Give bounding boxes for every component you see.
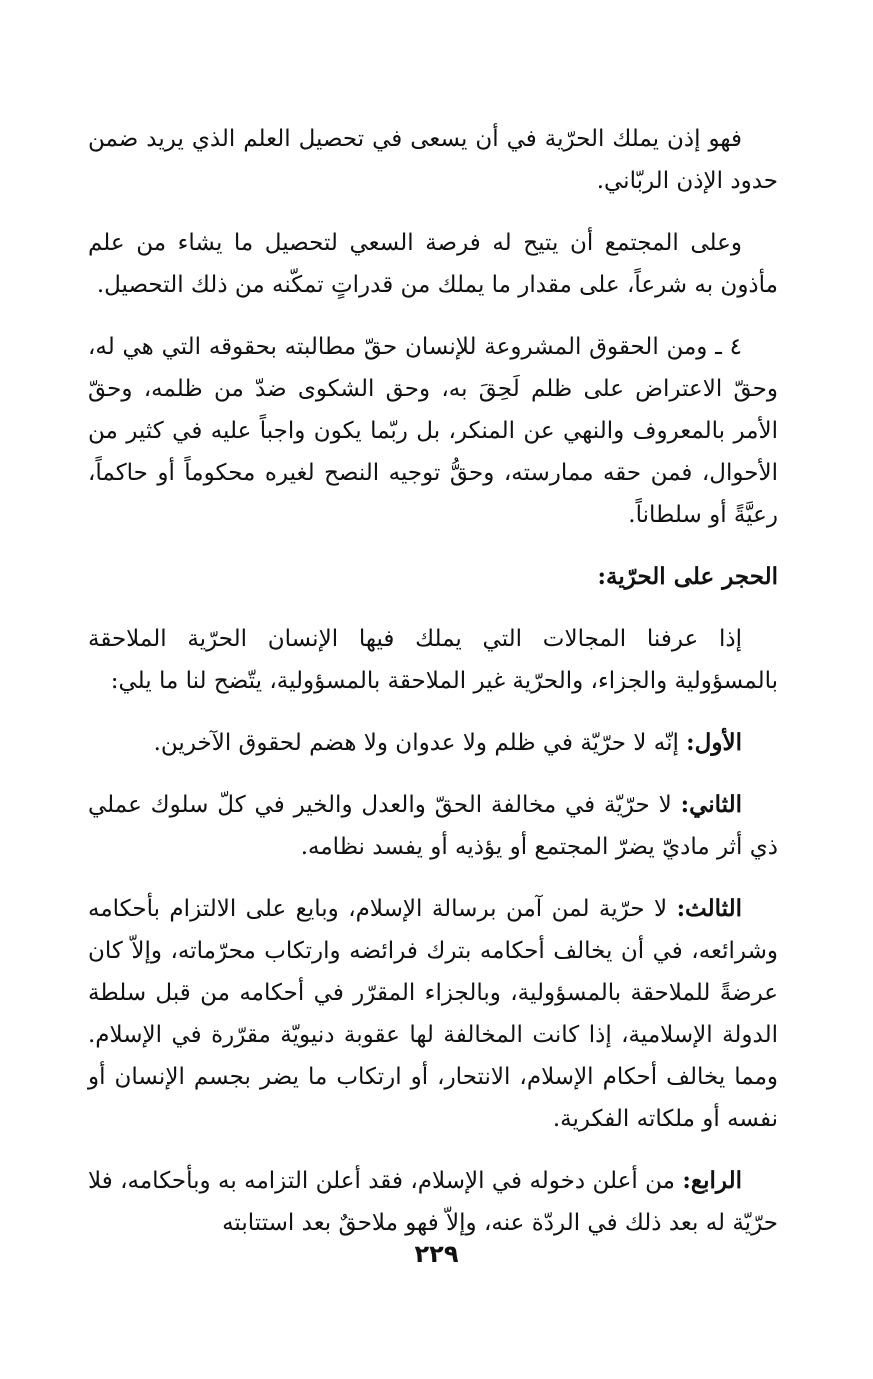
point-fourth	[88, 1160, 778, 1244]
point-fourth-text: من أعلن دخوله في الإسلام، فقد أعلن التزامه به وبأحكامه، فلا حرّيّة له بعد ذلك في الردّة عنه، وإلاّ فهو ملاحقٌ بعد استتابته	[88, 1168, 778, 1236]
point-second-lead: الثاني:	[680, 791, 742, 818]
point-second	[88, 784, 778, 868]
paragraph-intro: إذا عرفنا المجالات التي يملك فيها الإنسان الحرّية الملاحقة بالمسؤولية والجزاء، والحرّية غير الملاحقة بالمسؤولية، يتّضح لنا ما يلي:	[88, 626, 778, 694]
point-second-text: لا حرّيّة في مخالفة الحقّ والعدل والخير في كلّ سلوك عملي ذي أثر ماديّ يضرّ المجتمع أو يؤذيه أو يفسد نظامه.	[88, 792, 778, 860]
point-third-text: لا حرّية لمن آمن برسالة الإسلام، وبايع على الالتزام بأحكامه وشرائعه، في أن يخالف أحكامه بترك فرائضه وارتكاب محرّماته، وإلاّ كان عرضةً للملاحقة بالمسؤولية، وبالجزاء المقرّر في أحكامه من قبل سلطة الدولة الإسلامية، إذا كانت المخالفة لها عقوبة دنيويّة مقرّرة في الإسلام. ومما يخالف أحكام الإسلام، الانتحار، أو ارتكاب ما يضر بجسم الإنسان أو نفسه أو ملكاته الفكرية.	[88, 896, 778, 1132]
point-first-lead: الأول:	[686, 729, 742, 756]
paragraph-seeking-knowledge: فهو إذن يملك الحرّية في أن يسعى في تحصيل العلم الذي يريد ضمن حدود الإذن الربّاني.	[88, 126, 778, 194]
page-number: ٢٢٩	[414, 1240, 459, 1268]
point-fourth-lead: الرابع:	[682, 1167, 742, 1194]
section-heading: الحجر على الحرّية:	[597, 563, 778, 590]
paragraph-society-duty: وعلى المجتمع أن يتيح له فرصة السعي لتحصيل ما يشاء من علم مأذون به شرعاً، على مقدار ما يملك من قدراتٍ تمكّنه من ذلك التحصيل.	[88, 230, 778, 298]
point-first-text: إنّه لا حرّيّة في ظلم ولا عدوان ولا هضم لحقوق الآخرين.	[153, 730, 687, 756]
page-body	[88, 118, 778, 1264]
paragraph-right-to-claim: ٤ ـ ومن الحقوق المشروعة للإنسان حقّ مطالبته بحقوقه التي هي له، وحقّ الاعتراض على ظلم لَحِقَ به، وحق الشكوى ضدّ من ظلمه، وحقّ الأمر بالمعروف والنهي عن المنكر، بل ربّما يكون واجباً عليه في كثير من الأحوال، فمن حقه ممارسته، وحقُّ توجيه النصح لغيره محكوماً أو حاكماً، رعيَّةً أو سلطاناً.	[88, 334, 778, 528]
point-third	[88, 888, 778, 1140]
point-third-lead: الثالث:	[676, 895, 742, 922]
point-first	[88, 722, 778, 764]
